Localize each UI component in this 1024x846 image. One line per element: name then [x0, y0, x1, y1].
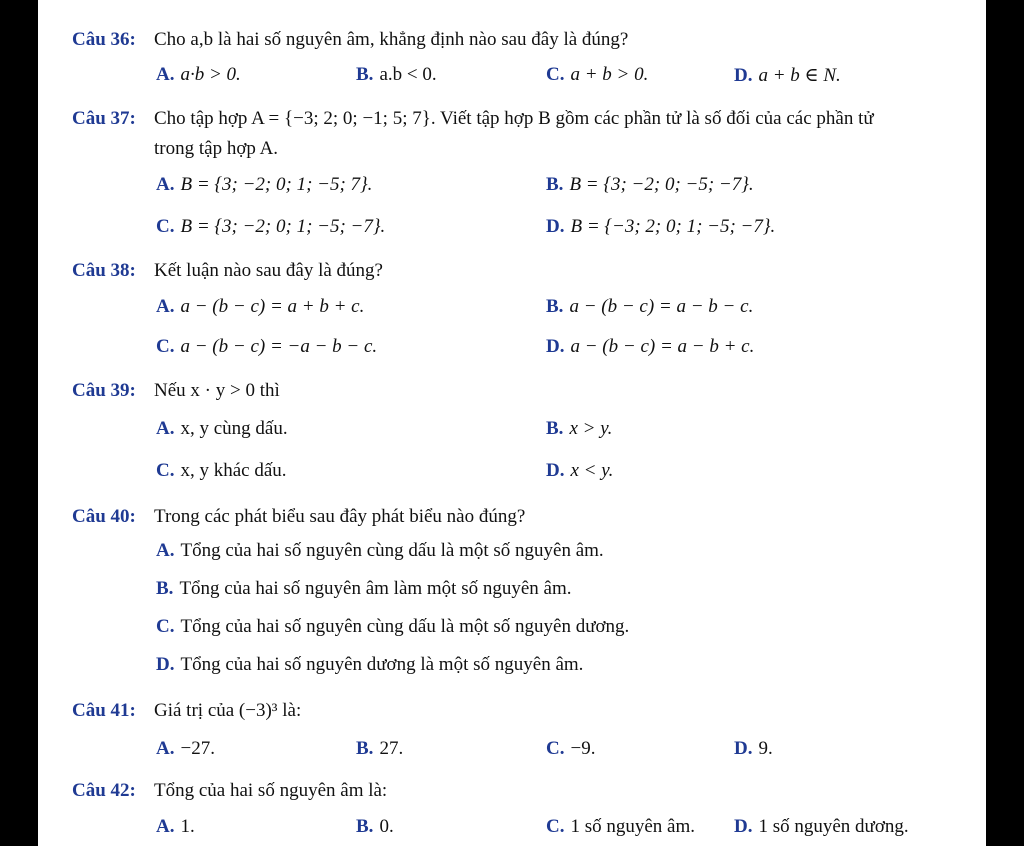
- option-label: D.: [156, 654, 175, 675]
- question-label: Câu 41:: [72, 700, 136, 721]
- option-label: C.: [546, 738, 565, 759]
- question-36: [72, 25, 966, 55]
- question-label: Câu 38:: [72, 260, 136, 281]
- option-text: −27.: [180, 738, 215, 759]
- question-text: Tổng của hai số nguyên âm là:: [154, 780, 388, 801]
- option-label: A.: [156, 540, 175, 561]
- option-37-b: [546, 174, 966, 196]
- options-42: [156, 816, 966, 844]
- option-40-d: [156, 654, 966, 676]
- option-label: D.: [734, 738, 753, 759]
- option-text: a + b > 0.: [570, 64, 649, 85]
- option-label: B.: [356, 816, 374, 837]
- option-label: D.: [546, 216, 565, 237]
- option-label: B.: [356, 738, 374, 759]
- question-37: [72, 104, 966, 164]
- option-text: a·b > 0.: [180, 64, 241, 85]
- option-40-c: [156, 616, 966, 638]
- option-label: D.: [546, 460, 565, 481]
- option-label: C.: [546, 816, 565, 837]
- option-label: C.: [156, 460, 175, 481]
- question-label: Câu 42:: [72, 780, 136, 801]
- question-label: Câu 40:: [72, 506, 136, 527]
- question-label: Câu 36:: [72, 29, 136, 50]
- option-text: x > y.: [569, 418, 613, 439]
- question-41: [72, 696, 966, 726]
- option-text: B = {3; −2; 0; 1; −5; 7}.: [180, 174, 373, 195]
- option-text: 9.: [758, 738, 773, 759]
- option-label: B.: [546, 418, 564, 439]
- question-text: Giá trị của (−3)³ là:: [154, 700, 302, 721]
- option-40-b: [156, 578, 966, 600]
- option-label: A.: [156, 738, 175, 759]
- option-text: B = {3; −2; 0; 1; −5; −7}.: [180, 216, 386, 237]
- option-39-d: [546, 460, 966, 482]
- option-label: C.: [546, 64, 565, 85]
- option-label: B.: [546, 174, 564, 195]
- question-42: [72, 776, 966, 806]
- option-label: A.: [156, 816, 175, 837]
- option-text: a.b < 0.: [379, 64, 437, 85]
- option-39-b: [546, 418, 966, 440]
- question-39: [72, 376, 966, 406]
- option-text: x < y.: [570, 460, 614, 481]
- option-text: a + b ∈ N.: [758, 65, 841, 86]
- question-text: Kết luận nào sau đây là đúng?: [154, 260, 383, 281]
- question-text: Trong các phát biểu sau đây phát biểu nào đúng?: [154, 506, 526, 527]
- option-40-a: [156, 540, 966, 562]
- option-38-d: [546, 336, 966, 358]
- question-label: Câu 39:: [72, 380, 136, 401]
- option-text: 0.: [379, 816, 394, 837]
- option-text: B = {−3; 2; 0; 1; −5; −7}.: [570, 216, 776, 237]
- options-36: [156, 64, 966, 92]
- option-text: 1 số nguyên dương.: [758, 816, 909, 837]
- option-label: C.: [156, 216, 175, 237]
- option-label: A.: [156, 418, 175, 439]
- question-text: Nếu x · y > 0 thì: [154, 380, 280, 401]
- option-text: −9.: [570, 738, 596, 759]
- option-text: Tổng của hai số nguyên cùng dấu là một số nguyên âm.: [180, 540, 604, 561]
- option-text: a − (b − c) = −a − b − c.: [180, 336, 378, 357]
- option-38-b: [546, 296, 966, 318]
- document-page: [38, 0, 986, 846]
- option-text: B = {3; −2; 0; −5; −7}.: [569, 174, 754, 195]
- option-label: C.: [156, 336, 175, 357]
- option-label: D.: [546, 336, 565, 357]
- options-41: [156, 738, 966, 766]
- option-label: B.: [546, 296, 564, 317]
- option-label: B.: [156, 578, 174, 599]
- option-37-d: [546, 216, 966, 238]
- question-38: [72, 256, 966, 286]
- option-label: B.: [356, 64, 374, 85]
- option-label: A.: [156, 174, 175, 195]
- question-text-continued: trong tập hợp A.: [154, 138, 279, 159]
- option-text: 1.: [180, 816, 195, 837]
- option-text: a − (b − c) = a − b − c.: [569, 296, 754, 317]
- question-label: Câu 37:: [72, 108, 136, 129]
- option-text: Tổng của hai số nguyên dương là một số nguyên âm.: [180, 654, 584, 675]
- option-text: Tổng của hai số nguyên cùng dấu là một số nguyên dương.: [180, 616, 630, 637]
- option-text: x, y cùng dấu.: [180, 418, 288, 439]
- option-text: 1 số nguyên âm.: [570, 816, 696, 837]
- option-label: A.: [156, 296, 175, 317]
- option-label: C.: [156, 616, 175, 637]
- question-40: [72, 502, 966, 532]
- question-text: Cho tập hợp A = {−3; 2; 0; −1; 5; 7}. Viết tập hợp B gồm các phần tử là số đối của các phần tử: [154, 108, 874, 129]
- option-text: a − (b − c) = a + b + c.: [180, 296, 365, 317]
- option-text: Tổng của hai số nguyên âm làm một số nguyên âm.: [179, 578, 572, 599]
- option-text: a − (b − c) = a − b + c.: [570, 336, 755, 357]
- option-text: x, y khác dấu.: [180, 460, 287, 481]
- option-text: 27.: [379, 738, 404, 759]
- option-label: D.: [734, 816, 753, 837]
- option-label: A.: [156, 64, 175, 85]
- question-text: Cho a,b là hai số nguyên âm, khẳng định nào sau đây là đúng?: [154, 29, 629, 50]
- option-label: D.: [734, 65, 753, 86]
